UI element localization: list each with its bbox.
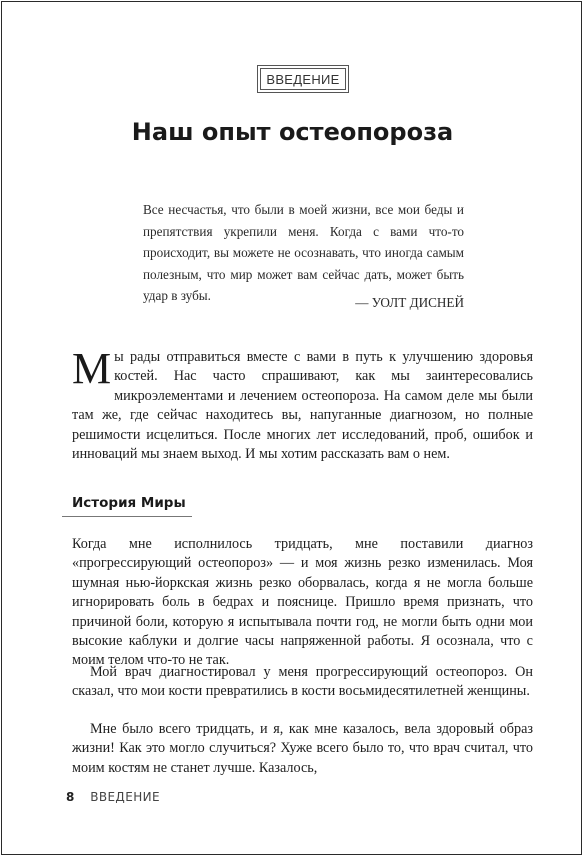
section-rule [62,516,192,517]
chapter-title: Наш опыт остеопороза [131,118,454,146]
section-heading: История Миры [72,495,186,511]
body-paragraph-1: Когда мне исполнилось тридцать, мне поставили диагноз «прогрессирующий остеопороз» — и моя жизнь резко изменилась. Моя шумная нью-йоркская жизнь резко оборвалась, когда я не могла больше игнорировать боль в бедрах и пояснице. Пришло время признать, что причиной боли, которую я испытывала почти год, не могли быть одни мои высокие каблуки и долгие часы напряженной работы. Я осознала, что с моим телом что-то не так. [72,536,533,669]
epigraph-author: — УОЛТ ДИСНЕЙ [355,295,464,310]
intro-paragraph [72,344,533,464]
chapter-label-box [257,65,349,93]
page-number: 8 [66,790,75,804]
chapter-label: ВВЕДЕНИЕ [260,68,346,90]
page-footer [66,790,160,804]
drop-cap: М [72,344,112,393]
body-paragraph-2: Мой врач диагностировал у меня прогрессирующий остеопороз. Он сказал, что мои кости превратились в кости восьмидесятилетней женщины. [72,664,533,700]
epigraph-text: Все несчастья, что были в моей жизни, все мои беды и препятствия укрепили меня. Когда с вами что-то происходит, вы можете не осознавать, что иногда самым полезным, что мир может вам сейчас дать, может быть удар в зубы. [143,202,464,304]
body-paragraph-3: Мне было всего тридцать, и я, как мне казалось, вела здоровый образ жизни! Как это могло случиться? Хуже всего было то, что врач считал, что моим костям не станет лучше. Казалось, [72,721,533,776]
intro-text: ы рады отправиться вместе с вами в путь к улучшению здоровья костей. Нас часто спрашивают, как мы заинтересовались микроэлементами и лечением остеопороза. На самом деле мы были там же, где сейчас находитесь вы, напуганные диагнозом, но полные решимости исцелиться. После многих лет исследований, проб, ошибок и инноваций мы знаем выход. И мы хотим рассказать вам о нем. [72,349,533,463]
running-head: ВВЕДЕНИЕ [90,790,160,804]
